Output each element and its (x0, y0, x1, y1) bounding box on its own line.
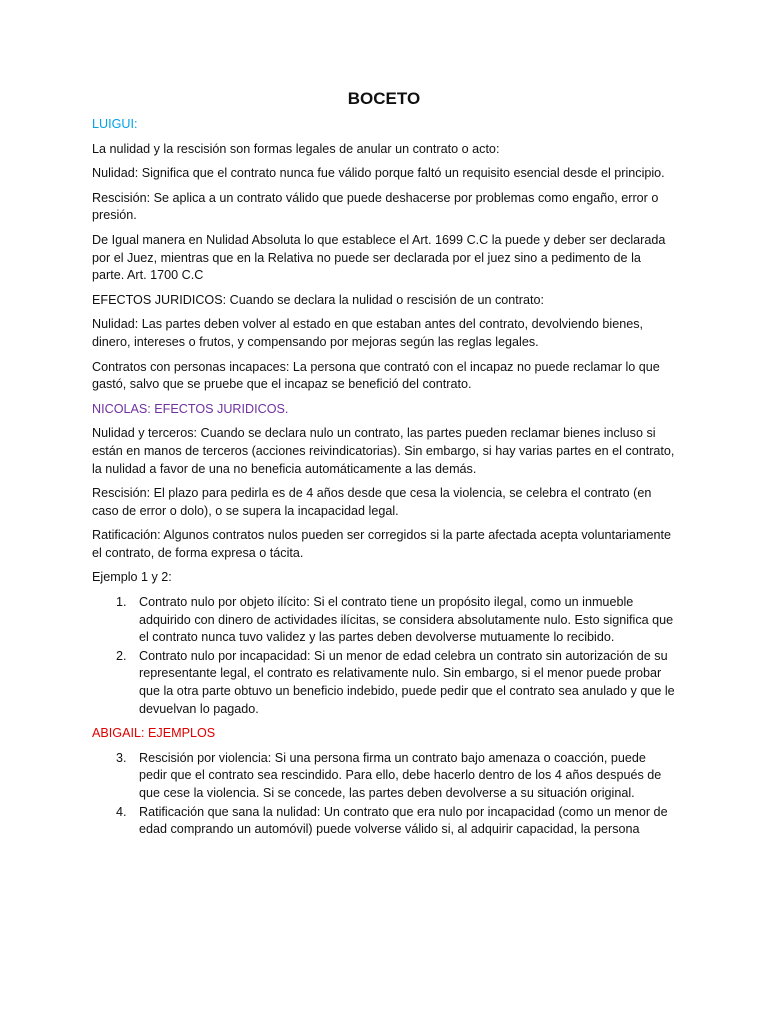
document-body (92, 88, 676, 846)
numbered-list (92, 594, 676, 718)
document-title: BOCETO (347, 89, 421, 108)
list-item (92, 594, 676, 647)
list-item-number: 2. (116, 648, 127, 663)
list-item (92, 750, 676, 803)
paragraph: La nulidad y la rescisión son formas legales de anular un contrato o acto: (92, 141, 500, 156)
paragraph: Ratificación: Algunos contratos nulos pueden ser corregidos si la parte afectada acepta voluntariamente el contrato, de forma expresa o tácita. (92, 528, 671, 560)
list-item-text: Contrato nulo por objeto ilícito: Si el contrato tiene un propósito ilegal, como un inmueble adquirido con dinero de actividades ilícitas, se considera absolutamente nulo. Esto significa que el contrato nunca tuvo validez y las partes deben devolverse mutuamente lo recibido. (139, 595, 674, 645)
speaker-label-abigail: ABIGAIL: EJEMPLOS (92, 726, 216, 741)
paragraph: Rescisión: El plazo para pedirla es de 4 años desde que cesa la violencia, se celebra el contrato (en caso de error o dolo), o se supera la incapacidad legal. (92, 486, 652, 518)
paragraph: Rescisión: Se aplica a un contrato válido que puede deshacerse por problemas como engaño, error o presión. (92, 190, 659, 223)
list-item (92, 804, 676, 839)
list-item (92, 648, 676, 718)
list-item-number: 4. (116, 804, 127, 819)
list-item-number: 1. (116, 595, 127, 610)
list-item-text: Rescisión por violencia: Si una persona firma un contrato bajo amenaza o coacción, puede pedir que el contrato sea rescindido. Para ello, debe hacerlo dentro de los 4 años después de que cese la violencia. Si se concede, las partes deben devolverse a su situación original. (139, 750, 662, 800)
paragraph: Nulidad y terceros: Cuando se declara nulo un contrato, las partes pueden reclamar bienes incluso si están en manos de terceros (acciones reivindicatorias). Sin embargo, si hay varias partes en el contrato, la nulidad a favor de una no beneficia automáticamente a las demás. (92, 426, 675, 476)
speaker-label-nicolas: NICOLAS: EFECTOS JURIDICOS. (92, 401, 289, 416)
numbered-list (92, 750, 676, 839)
paragraph: EFECTOS JURIDICOS: Cuando se declara la nulidad o rescisión de un contrato: (92, 292, 544, 307)
paragraph: Nulidad: Significa que el contrato nunca fue válido porque faltó un requisito esencial desde el principio. (92, 166, 665, 181)
list-item-text: Contrato nulo por incapacidad: Si un menor de edad celebra un contrato sin autorización de su representante legal, el contrato es relativamente nulo. Sin embargo, si el menor puede probar que la otra parte obtuvo un beneficio indebido, puede pedir que el contrato sea anulado y que le devuelvan lo pagado. (139, 648, 675, 716)
speaker-label-luigui: LUIGUI: (92, 117, 138, 131)
paragraph: De Igual manera en Nulidad Absoluta lo que establece el Art. 1699 C.C la puede y deber ser declarada por el Juez, mientras que en la Relativa no puede ser declarada por el juez sino a pedimento de la parte. Art. 1700 C.C (92, 232, 666, 283)
paragraph: Nulidad: Las partes deben volver al estado en que estaban antes del contrato, devolviendo bienes, dinero, intereses o frutos, y compensando por mejoras según las reglas legales. (92, 317, 644, 349)
paragraph: Contratos con personas incapaces: La persona que contrató con el incapaz no puede reclamar lo que gastó, salvo que se pruebe que el incapaz se benefició del contrato. (92, 359, 660, 392)
paragraph: Ejemplo 1 y 2: (92, 570, 172, 585)
list-item-number: 3. (116, 750, 127, 765)
list-item-text: Ratificación que sana la nulidad: Un contrato que era nulo por incapacidad (como un menor de edad comprando un automóvil) puede volverse válido si, al adquirir capacidad, la persona (139, 804, 668, 837)
